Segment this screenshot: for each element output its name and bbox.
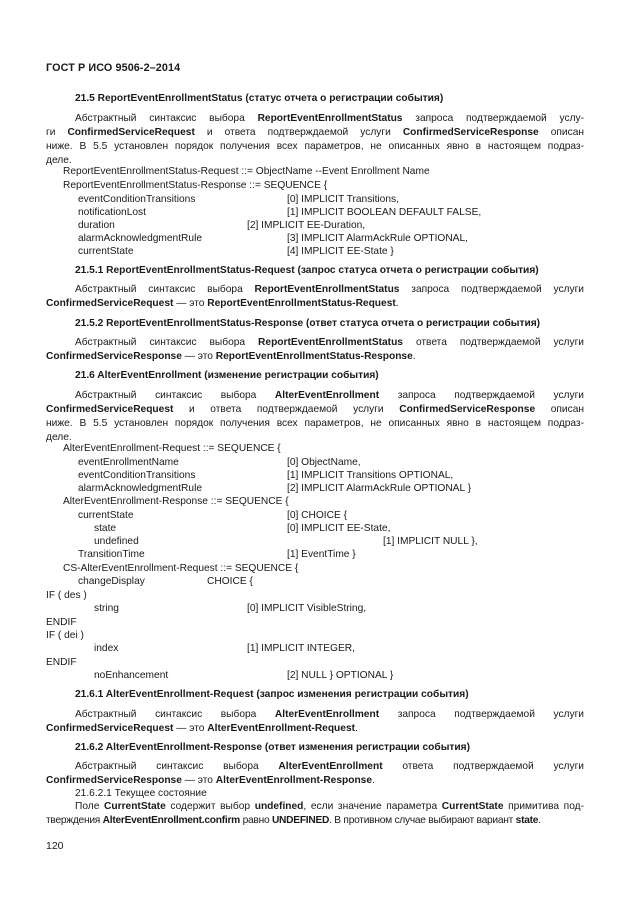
code-field: noEnhancement [94,670,169,681]
code-field: alarmAcknowledgmentRule [78,483,203,494]
code-field: undefined [94,536,139,547]
code-field: eventEnrollmentName [78,457,179,468]
section-title-21-5-2: 21.5.2 ReportEventEnrollmentStatus-Response (ответ статуса отчета о регистрации события) [75,318,541,329]
code-field: currentState [78,246,134,257]
paragraph-line: деле. [46,432,72,443]
code-type: [2] IMPLICIT EE-Duration, [247,220,366,231]
code-field: currentState [78,510,134,521]
code-field: alarmAcknowledgmentRule [78,233,203,244]
paragraph-line: Поле CurrentState содержит выбор undefined, если значение параметра CurrentState примитива под- [75,801,584,812]
code-type: [1] EventTime } [287,549,356,560]
code-type: [2] NULL } OPTIONAL } [287,670,394,681]
code-line: AlterEventEnrollment-Request ::= SEQUENCE { [63,443,281,454]
code-type: CHOICE { [207,576,253,587]
code-field: eventConditionTransitions [78,194,196,205]
code-field: notificationLost [78,207,146,218]
page-number: 120 [46,840,64,852]
code-field: state [94,523,117,534]
code-line: AlterEventEnrollment-Response ::= SEQUENCE { [63,496,289,507]
code-type: [4] IMPLICIT EE-State } [287,246,394,257]
paragraph-line: ConfirmedServiceResponse — это ReportEventEnrollmentStatus-Response. [46,351,416,362]
code-type: [1] IMPLICIT BOOLEAN DEFAULT FALSE, [287,207,482,218]
code-field: TransitionTime [78,549,145,560]
section-title-21-5-1: 21.5.1 ReportEventEnrollmentStatus-Request (запрос статуса отчета о регистрации события) [75,265,539,276]
code-field: index [94,643,119,654]
code-line: ReportEventEnrollmentStatus-Response ::= SEQUENCE { [63,180,328,191]
section-title-21-6-1: 21.6.1 AlterEventEnrollment-Request (запрос изменения регистрации события) [75,689,469,700]
paragraph-line: Абстрактный синтаксис выбора AlterEventEnrollment запроса подтверждаемой услуги [75,390,584,401]
section-title-21-6: 21.6 AlterEventEnrollment (изменение регистрации события) [75,370,379,381]
paragraph-line: Абстрактный синтаксис выбора ReportEventEnrollmentStatus запроса подтверждаемой услу- [75,113,585,124]
code-line: IF ( des ) [46,590,87,601]
code-line: ReportEventEnrollmentStatus-Request ::= ObjectName --Event Enrollment Name [63,166,430,177]
code-line: ENDIF [46,657,77,668]
code-type: [3] IMPLICIT AlarmAckRule OPTIONAL, [287,233,468,244]
paragraph-line: ниже. В 5.5 установлен порядок получения всех параметров, не описанных явно в настоящем подраз- [46,141,584,152]
document-header: ГОСТ Р ИСО 9506-2–2014 [46,62,181,74]
paragraph-line: ConfirmedServiceResponse — это AlterEventEnrollment-Response. [46,775,375,786]
code-type: [0] IMPLICIT VisibleString, [247,603,367,614]
code-type: [0] CHOICE { [287,510,348,521]
paragraph-line: ConfirmedServiceRequest и ответа подтверждаемой услуги ConfirmedServiceResponse описан [46,404,584,415]
code-type: [0] IMPLICIT EE-State, [287,523,391,534]
code-type: [0] IMPLICIT Transitions, [287,194,399,205]
subsection-title-21-6-2-1: 21.6.2.1 Текущее состояние [75,788,207,799]
paragraph-line: ниже. В 5.5 установлен порядок получения всех параметров, не описанных явно в настоящем подраз- [46,418,584,429]
paragraph-line: деле. [46,155,72,166]
code-line: CS-AlterEventEnrollment-Request ::= SEQUENCE { [63,563,299,574]
code-type: [1] IMPLICIT INTEGER, [247,643,355,654]
code-type: [1] IMPLICIT Transitions OPTIONAL, [287,470,454,481]
paragraph-line: Абстрактный синтаксис выбора ReportEventEnrollmentStatus ответа подтверждаемой услуги [75,337,584,348]
code-type: [1] IMPLICIT NULL }, [383,536,478,547]
code-type: [0] ObjectName, [287,457,361,468]
section-title-21-5: 21.5 ReportEventEnrollmentStatus (статус отчета о регистрации события) [75,93,444,104]
code-line: ENDIF [46,617,77,628]
code-type: [2] IMPLICIT AlarmAckRule OPTIONAL } [287,483,471,494]
code-field: eventConditionTransitions [78,470,196,481]
code-field: string [94,603,119,614]
paragraph-line: Абстрактный синтаксис выбора AlterEventEnrollment запроса подтверждаемой услуги [75,709,584,720]
paragraph-line: Абстрактный синтаксис выбора AlterEventEnrollment ответа подтверждаемой услуги [75,761,584,772]
code-field: duration [78,220,115,231]
paragraph-line: ги ConfirmedServiceRequest и ответа подтверждаемой услуги ConfirmedServiceResponse описан [46,127,584,138]
paragraph-line: Абстрактный синтаксис выбора ReportEventEnrollmentStatus запроса подтверждаемой услуги [75,284,584,295]
section-title-21-6-2: 21.6.2 AlterEventEnrollment-Response (ответ изменения регистрации события) [75,742,470,753]
paragraph-line: тверждения AlterEventEnrollment.confirm равно UNDEFINED. В противном случае выбирают вариант state. [46,815,541,826]
paragraph-line: ConfirmedServiceRequest — это ReportEventEnrollmentStatus-Request. [46,298,399,309]
code-line: IF ( dei ) [46,630,84,641]
code-field: changeDisplay [78,576,145,587]
paragraph-line: ConfirmedServiceRequest — это AlterEventEnrollment-Request. [46,723,358,734]
